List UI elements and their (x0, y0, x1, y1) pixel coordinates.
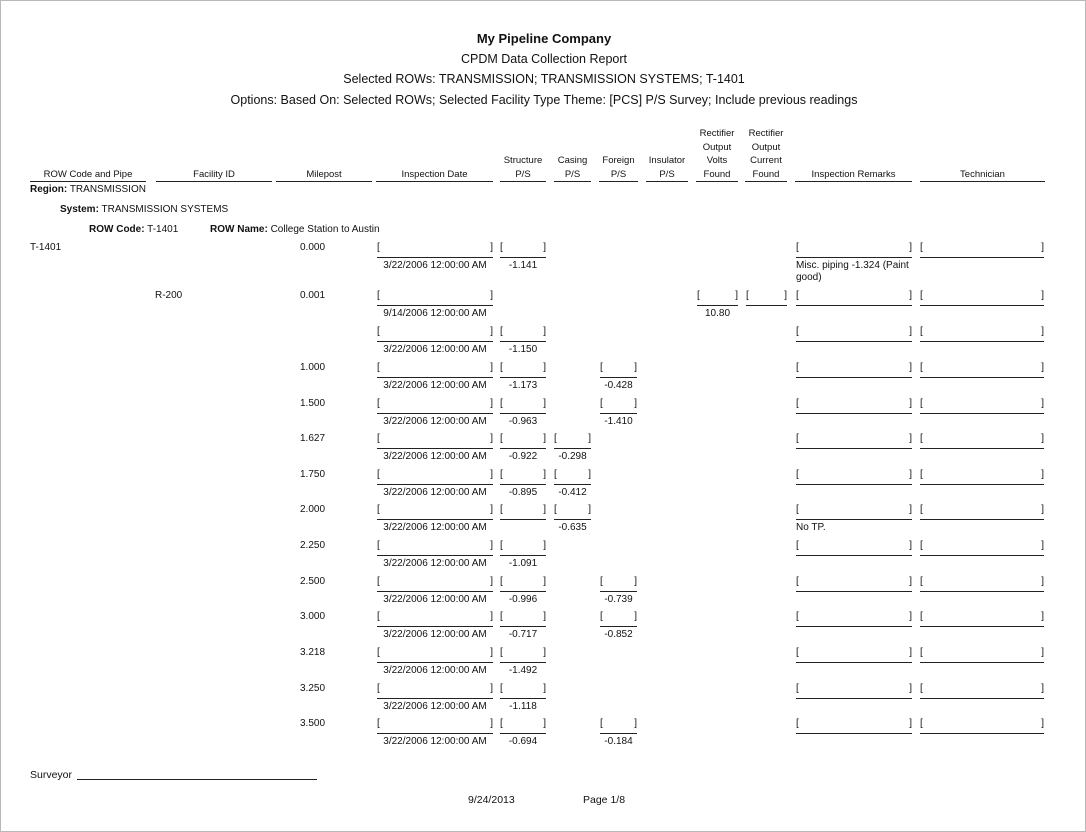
technician-input[interactable]: [ ] (920, 540, 1044, 551)
inspection-date-input-line (377, 413, 493, 414)
technician-input-line (920, 733, 1044, 734)
previous-inspection-date: 3/22/2006 12:00:00 AM (383, 522, 487, 533)
inspection-remarks-input-line (796, 257, 912, 258)
col-header-foreign-ps-underline (599, 181, 638, 182)
inspection-remarks-input-line (796, 305, 912, 306)
print-date: 9/24/2013 (468, 794, 515, 806)
inspection-date-input-line (377, 257, 493, 258)
structure-ps-previous: -1.492 (508, 665, 538, 676)
inspection-remarks-input[interactable]: [ ] (796, 611, 912, 622)
previous-inspection-date: 3/22/2006 12:00:00 AM (383, 558, 487, 569)
previous-inspection-date: 3/22/2006 12:00:00 AM (383, 736, 487, 747)
previous-inspection-date: 3/22/2006 12:00:00 AM (383, 665, 487, 676)
technician-input-line (920, 519, 1044, 520)
casing-ps-input[interactable]: [ ] (554, 433, 591, 444)
structure-ps-input-line (500, 698, 546, 699)
casing-ps-input-line (554, 484, 591, 485)
casing-ps-previous: -0.298 (558, 451, 587, 462)
milepost: 1.000 (300, 362, 326, 373)
structure-ps-input[interactable]: [ ] (500, 504, 546, 515)
inspection-date-input[interactable]: [ ] (377, 504, 493, 515)
inspection-remarks-input-line (796, 733, 912, 734)
inspection-remarks-input-line (796, 519, 912, 520)
foreign-ps-input[interactable]: [ ] (600, 718, 637, 729)
milepost: 2.000 (300, 504, 326, 515)
structure-ps-input-line (500, 626, 546, 627)
structure-ps-previous: -0.895 (508, 487, 538, 498)
structure-ps-input[interactable]: [ ] (500, 718, 546, 729)
inspection-remarks-input[interactable]: [ ] (796, 504, 912, 515)
inspection-date-input[interactable]: [ ] (377, 540, 493, 551)
inspection-date-input[interactable]: [ ] (377, 611, 493, 622)
inspection-remarks-input[interactable]: [ ] (796, 576, 912, 587)
structure-ps-input-line (500, 519, 546, 520)
inspection-remarks-input[interactable]: [ ] (796, 326, 912, 337)
structure-ps-input-line (500, 662, 546, 663)
rectifier-current-input-line (746, 305, 787, 306)
previous-remark: No TP. (796, 522, 826, 533)
facility-id: R-200 (155, 290, 183, 301)
col-header-casing-ps-underline (554, 181, 591, 182)
structure-ps-input[interactable]: [ ] (500, 611, 546, 622)
inspection-remarks-input[interactable]: [ ] (796, 433, 912, 444)
inspection-date-input[interactable]: [ ] (377, 433, 493, 444)
technician-input-line (920, 698, 1044, 699)
milepost: 0.000 (300, 242, 326, 253)
foreign-ps-previous: -0.852 (604, 629, 633, 640)
structure-ps-input-line (500, 591, 546, 592)
inspection-date-input[interactable]: [ ] (377, 647, 493, 658)
structure-ps-input-line (500, 448, 546, 449)
technician-input[interactable]: [ ] (920, 611, 1044, 622)
col-header-insulator-ps: Insulator P/S (648, 155, 686, 180)
row-code-heading: ROW Code: T-1401 (89, 224, 179, 235)
previous-inspection-date: 3/22/2006 12:00:00 AM (383, 594, 487, 605)
inspection-remarks-input[interactable]: [ ] (796, 398, 912, 409)
surveyor-signature-line[interactable] (77, 779, 317, 780)
inspection-date-input[interactable]: [ ] (377, 718, 493, 729)
inspection-date-input[interactable]: [ ] (377, 326, 493, 337)
inspection-date-input-line (377, 341, 493, 342)
technician-input-line (920, 448, 1044, 449)
structure-ps-previous: -0.996 (508, 594, 538, 605)
structure-ps-input[interactable]: [ ] (500, 576, 546, 587)
col-header-insulator-ps-underline (646, 181, 688, 182)
previous-inspection-date: 3/22/2006 12:00:00 AM (383, 416, 487, 427)
col-header-row-code-underline (30, 181, 146, 182)
structure-ps-input-line (500, 733, 546, 734)
milepost: 2.250 (300, 540, 326, 551)
previous-inspection-date: 3/22/2006 12:00:00 AM (383, 380, 487, 391)
milepost: 3.250 (300, 683, 326, 694)
milepost: 0.001 (300, 290, 326, 301)
structure-ps-previous: -1.091 (508, 558, 538, 569)
inspection-remarks-input-line (796, 341, 912, 342)
casing-ps-input-line (554, 448, 591, 449)
structure-ps-input-line (500, 555, 546, 556)
foreign-ps-input-line (600, 626, 637, 627)
structure-ps-previous: -0.922 (508, 451, 538, 462)
technician-input[interactable]: [ ] (920, 718, 1044, 729)
inspection-date-input-line (377, 448, 493, 449)
casing-ps-input-line (554, 519, 591, 520)
inspection-date-input-line (377, 484, 493, 485)
milepost: 1.750 (300, 469, 326, 480)
inspection-remarks-input[interactable]: [ ] (796, 540, 912, 551)
casing-ps-input[interactable]: [ ] (554, 504, 591, 515)
inspection-remarks-input[interactable]: [ ] (796, 647, 912, 658)
technician-input-line (920, 626, 1044, 627)
structure-ps-previous: -1.173 (508, 380, 538, 391)
inspection-remarks-input-line (796, 626, 912, 627)
company-name: My Pipeline Company (476, 31, 612, 46)
report-title: CPDM Data Collection Report (460, 52, 628, 66)
col-header-structure-ps-underline (500, 181, 546, 182)
technician-input-line (920, 413, 1044, 414)
inspection-remarks-input[interactable]: [ ] (796, 683, 912, 694)
col-header-inspection-date: Inspection Date (401, 168, 468, 180)
technician-input[interactable]: [ ] (920, 647, 1044, 658)
structure-ps-previous: -1.141 (508, 260, 538, 271)
foreign-ps-input-line (600, 377, 637, 378)
structure-ps-input[interactable]: [ ] (500, 433, 546, 444)
foreign-ps-previous: -1.410 (604, 416, 633, 427)
structure-ps-input[interactable]: [ ] (500, 469, 546, 480)
structure-ps-previous: -0.963 (508, 416, 538, 427)
previous-inspection-date: 3/22/2006 12:00:00 AM (383, 451, 487, 462)
inspection-remarks-input[interactable]: [ ] (796, 718, 912, 729)
inspection-date-input-line (377, 555, 493, 556)
col-header-inspection-remarks: Inspection Remarks (811, 168, 896, 180)
col-header-facility-id-underline (156, 181, 272, 182)
structure-ps-input[interactable]: [ ] (500, 242, 546, 253)
inspection-date-input[interactable]: [ ] (377, 290, 493, 301)
milepost: 3.000 (300, 611, 326, 622)
inspection-remarks-input-line (796, 484, 912, 485)
inspection-date-input[interactable]: [ ] (377, 469, 493, 480)
technician-input-line (920, 305, 1044, 306)
inspection-remarks-input[interactable]: [ ] (796, 242, 912, 253)
inspection-remarks-input-line (796, 377, 912, 378)
inspection-date-input-line (377, 698, 493, 699)
col-header-milepost-underline (276, 181, 372, 182)
col-header-technician: Technician (960, 168, 1005, 180)
col-header-row-code: ROW Code and Pipe (43, 168, 133, 180)
structure-ps-input[interactable]: [ ] (500, 326, 546, 337)
rectifier-volts-input-line (697, 305, 738, 306)
technician-input[interactable]: [ ] (920, 290, 1044, 301)
inspection-remarks-input-line (796, 662, 912, 663)
system-heading: System: TRANSMISSION SYSTEMS (60, 204, 229, 215)
technician-input-line (920, 555, 1044, 556)
inspection-date-input-line (377, 662, 493, 663)
row-name-heading: ROW Name: College Station to Austin (210, 224, 380, 235)
col-header-foreign-ps: Foreign P/S (602, 155, 635, 180)
rectifier-volts-previous: 10.80 (704, 308, 731, 319)
foreign-ps-input-line (600, 413, 637, 414)
structure-ps-input-line (500, 484, 546, 485)
foreign-ps-previous: -0.739 (604, 594, 633, 605)
inspection-remarks-input-line (796, 698, 912, 699)
technician-input[interactable]: [ ] (920, 242, 1044, 253)
structure-ps-input-line (500, 341, 546, 342)
structure-ps-previous: -1.118 (509, 701, 537, 712)
col-header-facility-id: Facility ID (193, 168, 235, 180)
inspection-date-input-line (377, 591, 493, 592)
previous-inspection-date: 3/22/2006 12:00:00 AM (383, 701, 487, 712)
col-header-rectifier-volts-underline (696, 181, 738, 182)
col-header-casing-ps: Casing P/S (557, 155, 588, 180)
milepost: 3.500 (300, 718, 326, 729)
foreign-ps-input[interactable]: [ ] (600, 362, 637, 373)
technician-input-line (920, 484, 1044, 485)
milepost: 1.627 (300, 433, 326, 444)
technician-input[interactable]: [ ] (920, 362, 1044, 373)
structure-ps-input-line (500, 257, 546, 258)
previous-inspection-date: 9/14/2006 12:00:00 AM (383, 308, 487, 319)
milepost: 1.500 (300, 398, 326, 409)
inspection-remarks-input-line (796, 448, 912, 449)
structure-ps-input[interactable]: [ ] (500, 647, 546, 658)
previous-remark: Misc. piping -1.324 (Paint good) (796, 260, 909, 283)
col-header-structure-ps: Structure P/S (503, 155, 543, 180)
inspection-date-input[interactable]: [ ] (377, 683, 493, 694)
technician-input-line (920, 341, 1044, 342)
structure-ps-input-line (500, 377, 546, 378)
technician-input[interactable]: [ ] (920, 469, 1044, 480)
foreign-ps-input-line (600, 733, 637, 734)
technician-input[interactable]: [ ] (920, 504, 1044, 515)
inspection-date-input-line (377, 626, 493, 627)
technician-input[interactable]: [ ] (920, 576, 1044, 587)
inspection-date-input-line (377, 733, 493, 734)
inspection-date-input[interactable]: [ ] (377, 242, 493, 253)
inspection-date-input-line (377, 377, 493, 378)
col-header-rectifier-current: Rectifier Output Current Found (748, 128, 784, 180)
previous-inspection-date: 3/22/2006 12:00:00 AM (383, 487, 487, 498)
col-header-rectifier-current-underline (745, 181, 787, 182)
previous-inspection-date: 3/22/2006 12:00:00 AM (383, 344, 487, 355)
technician-input[interactable]: [ ] (920, 433, 1044, 444)
technician-input[interactable]: [ ] (920, 326, 1044, 337)
structure-ps-input-line (500, 413, 546, 414)
report-options: Options: Based On: Selected ROWs; Selected Facility Type Theme: [PCS] P/S Survey; Include previous readings (230, 93, 858, 107)
structure-ps-input[interactable]: [ ] (500, 683, 546, 694)
foreign-ps-previous: -0.428 (604, 380, 633, 391)
foreign-ps-previous: -0.184 (604, 736, 633, 747)
technician-input[interactable]: [ ] (920, 683, 1044, 694)
technician-input-line (920, 377, 1044, 378)
casing-ps-input[interactable]: [ ] (554, 469, 591, 480)
inspection-date-input-line (377, 519, 493, 520)
foreign-ps-input[interactable]: [ ] (600, 398, 637, 409)
col-header-inspection-remarks-underline (795, 181, 912, 182)
inspection-date-input[interactable]: [ ] (377, 362, 493, 373)
col-header-technician-underline (920, 181, 1045, 182)
structure-ps-input[interactable]: [ ] (500, 398, 546, 409)
previous-inspection-date: 3/22/2006 12:00:00 AM (383, 260, 487, 271)
region-heading: Region: TRANSMISSION (30, 184, 146, 195)
structure-ps-previous: -1.150 (508, 344, 538, 355)
technician-input-line (920, 257, 1044, 258)
col-header-inspection-date-underline (376, 181, 493, 182)
inspection-remarks-input-line (796, 413, 912, 414)
milepost: 2.500 (300, 576, 326, 587)
inspection-remarks-input[interactable]: [ ] (796, 469, 912, 480)
col-header-rectifier-volts: Rectifier Output Volts Found (699, 128, 735, 180)
foreign-ps-input[interactable]: [ ] (600, 576, 637, 587)
technician-input-line (920, 591, 1044, 592)
inspection-remarks-input[interactable]: [ ] (796, 362, 912, 373)
casing-ps-previous: -0.412 (558, 487, 587, 498)
page-number: Page 1/8 (583, 794, 626, 806)
structure-ps-previous: -0.717 (508, 629, 538, 640)
inspection-remarks-input-line (796, 591, 912, 592)
selected-rows: Selected ROWs: TRANSMISSION; TRANSMISSION SYSTEMS; T-1401 (343, 72, 745, 86)
structure-ps-input[interactable]: [ ] (500, 540, 546, 551)
rectifier-current-input[interactable]: [ ] (746, 290, 787, 301)
row-code: T-1401 (30, 242, 62, 253)
inspection-remarks-input-line (796, 555, 912, 556)
technician-input-line (920, 662, 1044, 663)
structure-ps-input[interactable]: [ ] (500, 362, 546, 373)
inspection-date-input[interactable]: [ ] (377, 398, 493, 409)
surveyor-label: Surveyor (30, 769, 73, 781)
casing-ps-previous: -0.635 (558, 522, 587, 533)
technician-input[interactable]: [ ] (920, 398, 1044, 409)
previous-inspection-date: 3/22/2006 12:00:00 AM (383, 629, 487, 640)
rectifier-volts-input[interactable]: [ ] (697, 290, 738, 301)
structure-ps-previous: -0.694 (508, 736, 538, 747)
foreign-ps-input[interactable]: [ ] (600, 611, 637, 622)
milepost: 3.218 (300, 647, 326, 658)
foreign-ps-input-line (600, 591, 637, 592)
inspection-date-input-line (377, 305, 493, 306)
inspection-remarks-input[interactable]: [ ] (796, 290, 912, 301)
col-header-milepost: Milepost (306, 168, 342, 180)
inspection-date-input[interactable]: [ ] (377, 576, 493, 587)
